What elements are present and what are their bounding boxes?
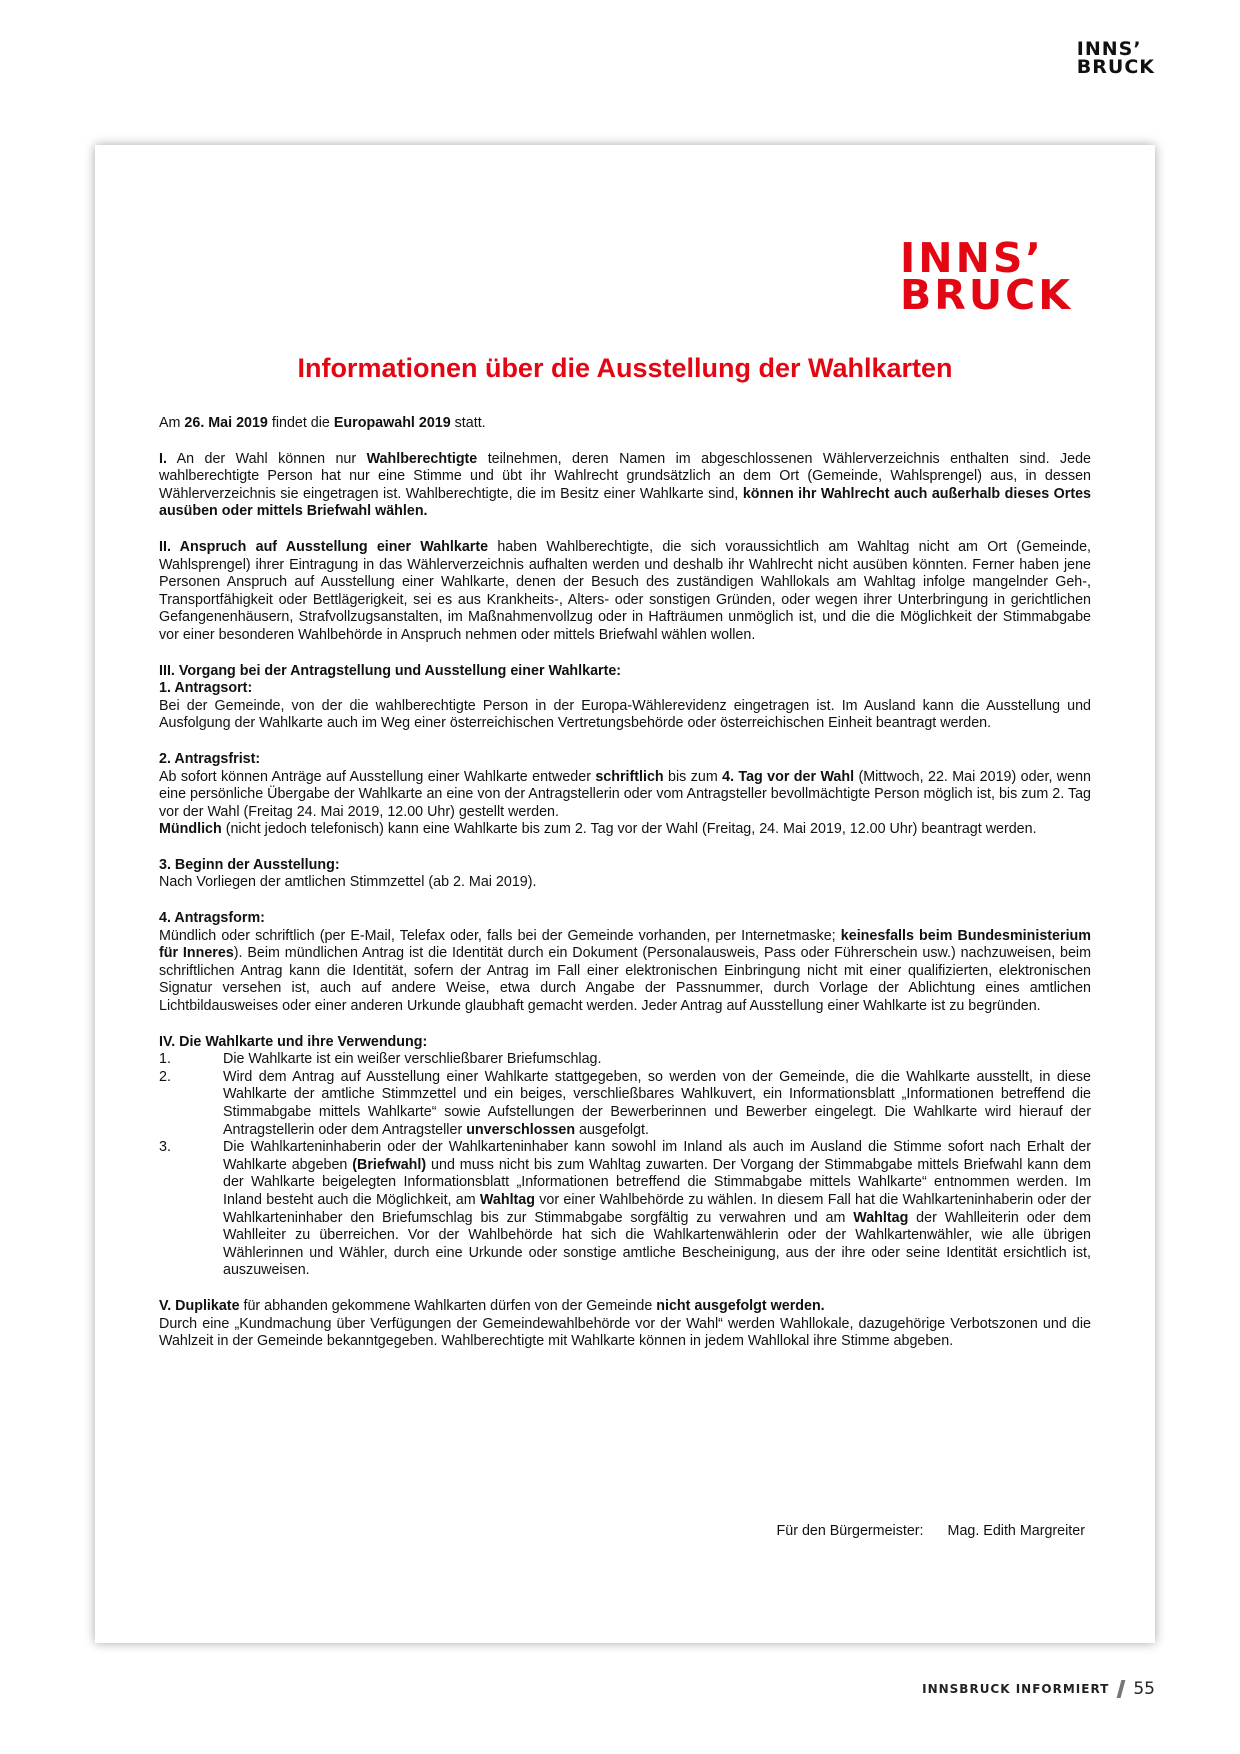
text: statt. — [450, 415, 486, 431]
text: Wird dem Antrag auf Ausstellung einer Wahlkarte stattgegeben, so werden von der Gemeinde, die die Wahlkarte ausstellt, in diese Wahlkarte der amtliche Stimmzettel und ein beiges, verschließbares Wahlkuvert, ein Informationsblatt „Informationen betreffend die Stimmabgabe mittels Wahlkarte“ sowie Aufstellungen der Bewerberinnen und Bewerber eingelegt. Die Wahlkarte wird hierauf der Antragstellerin oder dem Antragsteller — [223, 1068, 1091, 1138]
section-heading: III. Vorgang bei der Antragstellung und Ausstellung einer Wahlkarte: — [159, 662, 622, 679]
magazine-logo-line1: INNS’ — [1076, 38, 1142, 60]
footer-label: INNSBRUCK INFORMIERT — [922, 1682, 1110, 1696]
text: findet die — [267, 415, 334, 431]
list-text — [223, 1139, 1091, 1280]
document-body — [159, 415, 1091, 1369]
subsection-text — [159, 928, 1091, 1016]
bold-text: keinesfalls beim Bundesministerium für Inneres — [159, 927, 1091, 962]
document-title: Informationen über die Ausstellung der Wahlkarten — [297, 353, 953, 383]
section-3 — [159, 663, 1091, 1016]
section-1 — [159, 451, 1091, 521]
bold-text: 4. Tag vor der Wahl — [722, 768, 855, 785]
list-text — [223, 1069, 1091, 1139]
text: und muss nicht bis zum Wahltag zuwarten. Der Vorgang der Stimmabgabe mittels Briefwahl kann dem der Wahlkarte beigelegten Informationsblatt „Informationen betreffend die Stimmabgabe mittels Wahlkarte“ entnommen werden. Im Inland besteht auch die Möglichkeit, am — [223, 1156, 1092, 1208]
document-logo-line1: INNS’ — [900, 234, 1045, 282]
section-4 — [159, 1034, 1091, 1280]
list-text: Die Wahlkarte ist ein weißer verschließbarer Briefumschlag. — [223, 1051, 602, 1068]
subsection-text: Nach Vorliegen der amtlichen Stimmzettel (ab 2. Mai 2019). — [159, 874, 537, 891]
subsection-heading: 2. Antragsfrist: — [159, 750, 261, 767]
text: ausgefolgt. — [575, 1121, 649, 1138]
list-number: 2. — [159, 1068, 171, 1085]
signature-label: Für den Bürgermeister: — [776, 1523, 924, 1539]
subsection-heading: 1. Antragsort: — [159, 680, 253, 697]
subsection-text — [159, 821, 1091, 839]
text: für abhanden gekommene Wahlkarten dürfen von der Gemeinde — [239, 1297, 657, 1314]
bold-text: Wahlberechtigte — [366, 450, 478, 467]
text: Ab sofort können Anträge auf Ausstellung einer Wahlkarte entweder — [159, 768, 596, 785]
bold-text: können ihr Wahlrecht auch außerhalb dieses Ortes ausüben oder mittels Briefwahl wählen. — [159, 485, 1091, 520]
section-5-text: Durch eine „Kundmachung über Verfügungen der Gemeindewahlbehörde vor der Wahl“ werden Wahllokale, dazugehörige Verbotszonen und die Wahlzeit in der Gemeinde bekanntgegeben. Wahlberechtigte mit Wahlkarte können in jedem Wahllokal ihre Stimme abgeben. — [159, 1315, 1091, 1350]
text: bis zum — [663, 768, 723, 785]
section-5-first — [159, 1298, 1091, 1316]
document-sheet — [95, 145, 1155, 1643]
text: Die Wahlkarteninhaberin oder der Wahlkarteninhaber kann sowohl im Inland als auch im Ausland die Stimme sofort nach Erhalt der Wahlkarte abgeben — [223, 1139, 1091, 1173]
page-number: 55 — [1133, 1679, 1155, 1699]
intro-paragraph — [159, 415, 1091, 433]
text: An der Wahl können nur — [166, 450, 367, 467]
text: (nicht jedoch telefonisch) kann eine Wahlkarte bis zum 2. Tag vor der Wahl (Freitag, 24. Mai 2019, 12.00 Uhr) beantragt werden. — [221, 821, 1037, 838]
text: haben Wahlberechtigte, die sich voraussichtlich am Wahltag nicht am Ort (Gemeinde, Wahlsprengel) ihrer Eintragung in das Wählerverzeichnis aufhalten werden und deshalb ihr Wahlrecht nicht ausüben könnten. Ferner haben jene Personen Anspruch auf Ausstellung einer Wahlkarte, denen der Besuch des zuständigen Wahllokals am Wahltag infolge mangelnder Geh-, Transportfähigkeit oder Bettlägerigkeit, sei es aus Krankheits-, Alters- oder sonstigen Gründen, oder wegen ihrer Unterbringung in gerichtlichen Gefangenenhäusern, Strafvollzugsanstalten, im Maßnahmenvollzug oder in Hafträumen unmöglich ist, und die die Möglichkeit der Stimmabgabe vor einer besonderen Wahlbehörde in Anspruch nehmen oder mittels Briefwahl wählen wollen. — [159, 538, 1092, 643]
text: Mündlich oder schriftlich (per E-Mail, Telefax oder, falls bei der Gemeinde vorhanden, per Internetmaske; — [159, 927, 841, 944]
text: teilnehmen, deren Namen im abgeschlossenen Wählerverzeichnis enthalten sind. Jede wahlberechtigte Person hat nur eine Stimme und übt ihr Wahlrecht grundsätzlich an dem Ort (Gemeinde, Wahlsprengel) aus, in dessen Wählerverzeichnis sie eingetragen ist. Wahlberechtigte, die im Besitz einer Wahlkarte sind, — [159, 450, 1091, 502]
document-logo — [900, 234, 1073, 319]
list-item — [159, 1069, 1091, 1139]
list-number: 1. — [159, 1051, 171, 1068]
bold-text: (Briefwahl) — [352, 1156, 427, 1173]
signature-line — [777, 1523, 1085, 1539]
text: Am — [159, 415, 185, 431]
election-date: 26. Mai 2019 — [184, 415, 268, 431]
section-heading: II. Anspruch auf Ausstellung einer Wahlkarte — [159, 538, 489, 555]
footer-separator — [1117, 1680, 1126, 1698]
section-5 — [159, 1298, 1091, 1351]
bold-text: schriftlich — [595, 768, 664, 785]
list-number: 3. — [159, 1139, 171, 1156]
bold-text: nicht ausgefolgt werden. — [656, 1297, 825, 1314]
bold-text: Wahltag — [479, 1191, 535, 1208]
signature-name: Mag. Edith Margreiter — [947, 1523, 1085, 1539]
text: vor einer Wahlbehörde zu wählen. In diesem Fall hat die Wahlkarteninhaberin oder der Wahlkarteninhaber den Briefumschlag bis zur Stimmabgabe sorgfältig zu verwahren und am — [223, 1191, 1091, 1226]
document-logo-line2: BRUCK — [900, 271, 1073, 319]
section-heading: V. Duplikate — [159, 1297, 240, 1314]
bold-text: Mündlich — [159, 821, 222, 838]
election-name: Europawahl 2019 — [333, 415, 451, 431]
subsection-text — [159, 769, 1091, 822]
list-item — [159, 1139, 1091, 1280]
section-heading: IV. Die Wahlkarte und ihre Verwendung: — [159, 1033, 428, 1050]
subsection-heading: 4. Antragsform: — [159, 910, 265, 927]
bold-text: unverschlossen — [466, 1121, 576, 1138]
page-footer — [922, 1679, 1155, 1699]
text: ). Beim mündlichen Antrag ist die Identität durch ein Dokument (Personalausweis, Pass oder Führerschein usw.) nachzuweisen, beim schriftlichen Antrag kann die Identität, sofern der Antrag im Fall einer elektronischen Einbringung nicht mit einer qualifizierten, elektronischen Signatur versehen ist, auch auf andere Weise, etwa durch Angabe der Passnummer, durch Vorlage der Ablichtung eines amtlichen Lichtbildausweises oder einer anderen Urkunde glaubhaft gemacht werden. Jeder Antrag auf Ausstellung einer Wahlkarte ist zu begründen. — [159, 945, 1092, 1015]
text: der Wahlleiterin oder dem Wahlleiter zu überreichen. Vor der Wahlbehörde hat sich die Wahlkartenwählerin oder der Wahlkartenwähler, wie alle übrigen Wählerinnen und Wähler, durch eine Urkunde oder sonstige amtliche Bescheinigung, aus der ihre oder seine Identität ersichtlich ist, auszuweisen. — [223, 1209, 1091, 1279]
subsection-heading: 3. Beginn der Ausstellung: — [159, 856, 340, 873]
text: (Mittwoch, 22. Mai 2019) oder, wenn eine persönliche Übergabe der Wahlkarte an eine von der Antragstellerin oder vom Antragsteller bevollmächtigte Person möglich ist, bis zum 2. Tag vor der Wahl (Freitag 24. Mai 2019, 12.00 Uhr) gestellt werden. — [159, 768, 1091, 820]
subsection-text: Bei der Gemeinde, von der die wahlberechtigte Person in der Europa-Wählerevidenz eingetragen ist. Im Ausland kann die Ausstellung und Ausfolgung der Wahlkarte auch im Weg einer österreichischen Vertretungsbehörde oder österreichischen Einheit beantragt werden. — [159, 697, 1091, 732]
magazine-logo-line2: BRUCK — [1076, 56, 1155, 78]
list-item — [159, 1051, 1091, 1069]
section-number: I. — [159, 450, 167, 467]
bold-text: Wahltag — [853, 1209, 909, 1226]
section-2 — [159, 539, 1091, 645]
magazine-logo — [1077, 40, 1155, 76]
